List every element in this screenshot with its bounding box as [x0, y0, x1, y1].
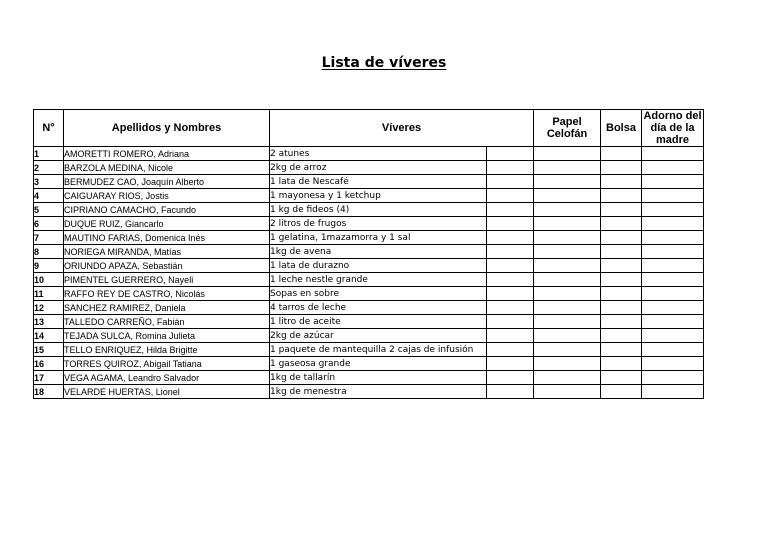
adorno-cell: [642, 147, 704, 161]
papel-celofan-cell: [534, 175, 601, 189]
bolsa-cell: [601, 371, 642, 385]
papel-celofan-cell: [534, 161, 601, 175]
adorno-cell: [642, 175, 704, 189]
vivere-item: 1 litro de aceite: [270, 315, 487, 329]
adorno-cell: [642, 357, 704, 371]
table-row: [34, 315, 704, 329]
vivere-extra-cell: [487, 259, 534, 273]
vivere-extra-cell: [487, 161, 534, 175]
bolsa-cell: [601, 175, 642, 189]
vivere-extra-cell: [487, 273, 534, 287]
adorno-cell: [642, 385, 704, 399]
student-name: DUQUE RUIZ, Giancarlo: [64, 217, 270, 231]
vivere-item: 1kg de menestra: [270, 385, 487, 399]
table-row: [34, 371, 704, 385]
adorno-cell: [642, 273, 704, 287]
row-number: 1: [34, 147, 64, 161]
vivere-extra-cell: [487, 231, 534, 245]
vivere-extra-cell: [487, 315, 534, 329]
bolsa-cell: [601, 259, 642, 273]
vivere-extra-cell: [487, 371, 534, 385]
adorno-cell: [642, 301, 704, 315]
vivere-extra-cell: [487, 175, 534, 189]
adorno-cell: [642, 189, 704, 203]
row-number: 4: [34, 189, 64, 203]
vivere-item: 1 lata de Nescafé: [270, 175, 487, 189]
header-names: Apellidos y Nombres: [64, 110, 270, 147]
vivere-item: 2 atunes: [270, 147, 487, 161]
student-name: ORIUNDO APAZA, Sebastián: [64, 259, 270, 273]
papel-celofan-cell: [534, 245, 601, 259]
papel-celofan-cell: [534, 329, 601, 343]
row-number: 3: [34, 175, 64, 189]
row-number: 6: [34, 217, 64, 231]
table-row: [34, 287, 704, 301]
vivere-extra-cell: [487, 357, 534, 371]
row-number: 5: [34, 203, 64, 217]
row-number: 2: [34, 161, 64, 175]
student-name: MAUTINO FARIAS, Domenica Inés: [64, 231, 270, 245]
table-row: [34, 301, 704, 315]
vivere-item: 1 leche nestle grande: [270, 273, 487, 287]
row-number: 16: [34, 357, 64, 371]
row-number: 18: [34, 385, 64, 399]
vivere-item: 1kg de avena: [270, 245, 487, 259]
table-row: [34, 175, 704, 189]
student-name: CAIGUARAY RIOS, Jostis: [64, 189, 270, 203]
student-name: BERMUDEZ CAO, Joaquín Alberto: [64, 175, 270, 189]
papel-celofan-cell: [534, 259, 601, 273]
header-number: N°: [34, 110, 64, 147]
adorno-cell: [642, 245, 704, 259]
adorno-cell: [642, 161, 704, 175]
student-name: NORIEGA MIRANDA, Matías: [64, 245, 270, 259]
table-row: [34, 259, 704, 273]
header-papel-celofan: Papel Celofán: [534, 110, 601, 147]
table-row: [34, 189, 704, 203]
table-header-row: [34, 110, 704, 147]
adorno-cell: [642, 371, 704, 385]
adorno-cell: [642, 259, 704, 273]
bolsa-cell: [601, 343, 642, 357]
papel-celofan-cell: [534, 385, 601, 399]
bolsa-cell: [601, 357, 642, 371]
bolsa-cell: [601, 273, 642, 287]
papel-celofan-cell: [534, 357, 601, 371]
vivere-item: 1 lata de durazno: [270, 259, 487, 273]
vivere-item: 1 paquete de mantequilla 2 cajas de infusión: [270, 343, 487, 357]
papel-celofan-cell: [534, 203, 601, 217]
bolsa-cell: [601, 385, 642, 399]
bolsa-cell: [601, 315, 642, 329]
vivere-extra-cell: [487, 245, 534, 259]
student-name: BARZOLA MEDINA, Nicole: [64, 161, 270, 175]
papel-celofan-cell: [534, 301, 601, 315]
student-name: CIPRIANO CAMACHO, Facundo: [64, 203, 270, 217]
header-bolsa: Bolsa: [601, 110, 642, 147]
table-row: [34, 231, 704, 245]
papel-celofan-cell: [534, 315, 601, 329]
papel-celofan-cell: [534, 217, 601, 231]
table-body: [34, 147, 704, 399]
vivere-item: 4 tarros de leche: [270, 301, 487, 315]
student-name: VELARDE HUERTAS, Lionel: [64, 385, 270, 399]
vivere-extra-cell: [487, 385, 534, 399]
row-number: 17: [34, 371, 64, 385]
table-row: [34, 273, 704, 287]
vivere-item: 1 gaseosa grande: [270, 357, 487, 371]
vivere-extra-cell: [487, 189, 534, 203]
papel-celofan-cell: [534, 231, 601, 245]
vivere-extra-cell: [487, 287, 534, 301]
adorno-cell: [642, 329, 704, 343]
document-title-text: Lista de víveres: [321, 55, 447, 71]
adorno-cell: [642, 231, 704, 245]
student-name: SANCHEZ RAMIREZ, Daniela: [64, 301, 270, 315]
adorno-cell: [642, 203, 704, 217]
papel-celofan-cell: [534, 287, 601, 301]
viveres-table: [33, 109, 704, 399]
row-number: 12: [34, 301, 64, 315]
vivere-item: 1 gelatina, 1mazamorra y 1 sal: [270, 231, 487, 245]
adorno-cell: [642, 217, 704, 231]
table-row: [34, 217, 704, 231]
papel-celofan-cell: [534, 343, 601, 357]
papel-celofan-cell: [534, 147, 601, 161]
bolsa-cell: [601, 245, 642, 259]
student-name: TELLO ENRIQUEZ, Hilda Brigitte: [64, 343, 270, 357]
bolsa-cell: [601, 189, 642, 203]
papel-celofan-cell: [534, 273, 601, 287]
papel-celofan-cell: [534, 371, 601, 385]
row-number: 10: [34, 273, 64, 287]
adorno-cell: [642, 315, 704, 329]
row-number: 9: [34, 259, 64, 273]
bolsa-cell: [601, 287, 642, 301]
row-number: 13: [34, 315, 64, 329]
table-row: [34, 343, 704, 357]
bolsa-cell: [601, 203, 642, 217]
vivere-extra-cell: [487, 217, 534, 231]
adorno-cell: [642, 343, 704, 357]
bolsa-cell: [601, 329, 642, 343]
bolsa-cell: [601, 161, 642, 175]
student-name: TALLEDO CARREÑO, Fabián: [64, 315, 270, 329]
row-number: 14: [34, 329, 64, 343]
vivere-item: 2kg de azúcar: [270, 329, 487, 343]
vivere-item: Sopas en sobre: [270, 287, 487, 301]
table-row: [34, 161, 704, 175]
vivere-item: 1 mayonesa y 1 ketchup: [270, 189, 487, 203]
adorno-cell: [642, 287, 704, 301]
header-adorno: Adorno del día de la madre: [643, 110, 702, 146]
student-name: PIMENTEL GUERRERO, Nayeli: [64, 273, 270, 287]
document-title: [0, 54, 768, 72]
student-name: AMORETTI ROMERO, Adriana: [64, 147, 270, 161]
table-row: [34, 329, 704, 343]
table-row: [34, 203, 704, 217]
table-row: [34, 147, 704, 161]
row-number: 8: [34, 245, 64, 259]
bolsa-cell: [601, 231, 642, 245]
vivere-extra-cell: [487, 343, 534, 357]
vivere-item: 1 kg de fideos (4): [270, 203, 487, 217]
student-name: TORRES QUIROZ, Abigail Tatiana: [64, 357, 270, 371]
bolsa-cell: [601, 147, 642, 161]
vivere-item: 2kg de arroz: [270, 161, 487, 175]
row-number: 15: [34, 343, 64, 357]
papel-celofan-cell: [534, 189, 601, 203]
student-name: VEGA AGAMA, Leandro Salvador: [64, 371, 270, 385]
table-row: [34, 385, 704, 399]
vivere-extra-cell: [487, 329, 534, 343]
row-number: 11: [34, 287, 64, 301]
bolsa-cell: [601, 217, 642, 231]
student-name: RAFFO REY DE CASTRO, Nicolás: [64, 287, 270, 301]
student-name: TEJADA SULCA, Romina Julieta: [64, 329, 270, 343]
vivere-extra-cell: [487, 203, 534, 217]
vivere-extra-cell: [487, 147, 534, 161]
vivere-item: 2 litros de frugos: [270, 217, 487, 231]
table-row: [34, 357, 704, 371]
row-number: 7: [34, 231, 64, 245]
bolsa-cell: [601, 301, 642, 315]
header-viveres: Víveres: [270, 110, 534, 147]
vivere-item: 1kg de tallarín: [270, 371, 487, 385]
vivere-extra-cell: [487, 301, 534, 315]
table-row: [34, 245, 704, 259]
